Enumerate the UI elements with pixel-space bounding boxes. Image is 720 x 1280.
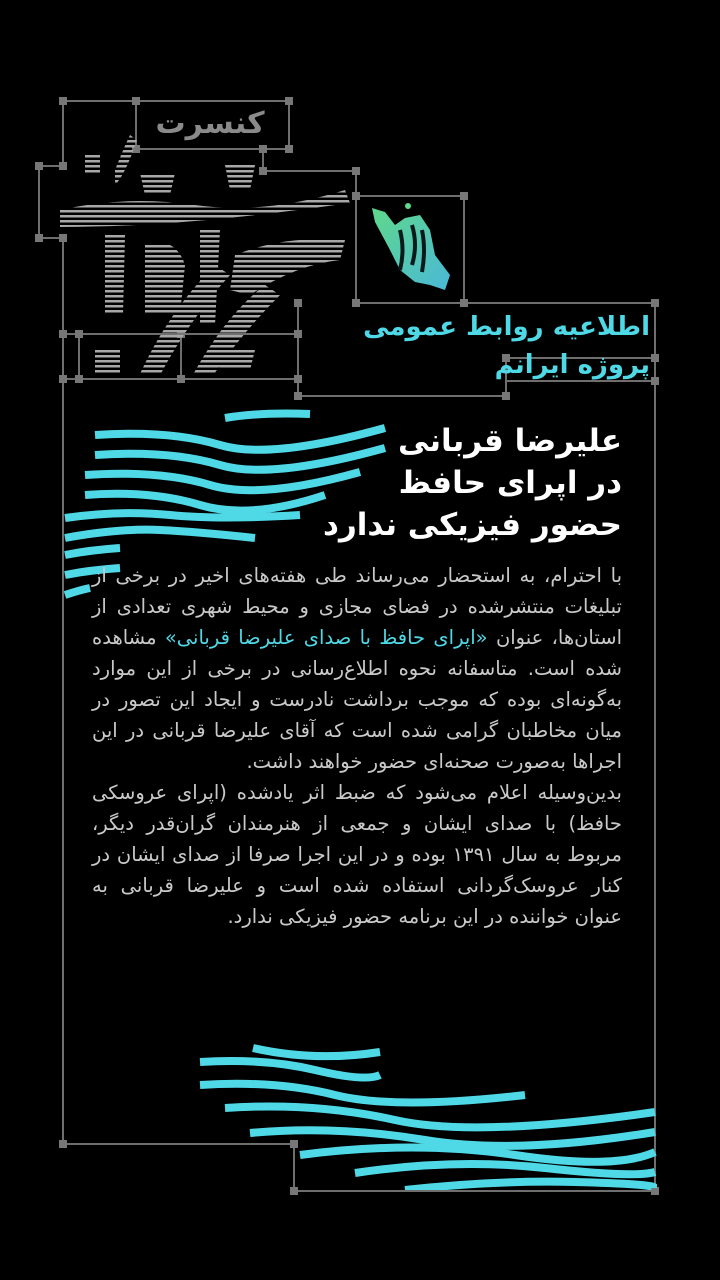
pr-title-line2: پروژه ایرانم (494, 350, 650, 380)
announcement-body (92, 560, 622, 932)
bottom-wave-decoration (195, 1040, 657, 1190)
body-paragraph-1: با احترام، به استحضار می‌رساند طی هفته‌های اخیر در برخی از تبلیغات منتشرشده در فضای مجازی و محیط شهری تعدادی از استان‌ها، عنوان «اپرای حافظ با صدای علیرضا قربانی» مشاهده شده است. متاسفانه نحوه اطلاع‌رسانی در برخی از این موارد به‌گونه‌ای بوده که موجب برداشت نادرست و ایجاد این تصور در میان مخاطبان گرامی شده است که آقای علیرضا قربانی در این اجراها به‌صورت صحنه‌ای حضور خواهند داشت. (92, 564, 623, 773)
headline (323, 420, 622, 546)
body-paragraph-2: بدین‌وسیله اعلام می‌شود که ضبط اثر یادشده (اپرای عروسکی حافظ) با صدای ایشان و جمعی از هنرمندان گران‌قدر دیگر، مربوط به سال ۱۳۹۱ بوده و در این اجرا صرفا از صدای ایشان در کنار عروسک‌گردانی استفاده شده است و علیرضا قربانی به عنوان خواننده در این برنامه حضور فیزیکی ندارد. (92, 781, 623, 928)
headline-line1: علیرضا قربانی (397, 423, 622, 459)
concert-label: کنسرت (155, 106, 265, 141)
pr-announcement-title (363, 308, 650, 384)
highlighted-title: «اپرای حافظ با صدای علیرضا قربانی» (164, 626, 488, 649)
headline-line3: حضور فیزیکی ندارد (323, 507, 622, 543)
pr-title-line1: اطلاعیه روابط عمومی (363, 312, 650, 342)
headline-line2: در اپرای حافظ (398, 465, 622, 501)
artist-calligraphy-logo (45, 115, 365, 375)
iranam-logo-icon (360, 200, 460, 300)
